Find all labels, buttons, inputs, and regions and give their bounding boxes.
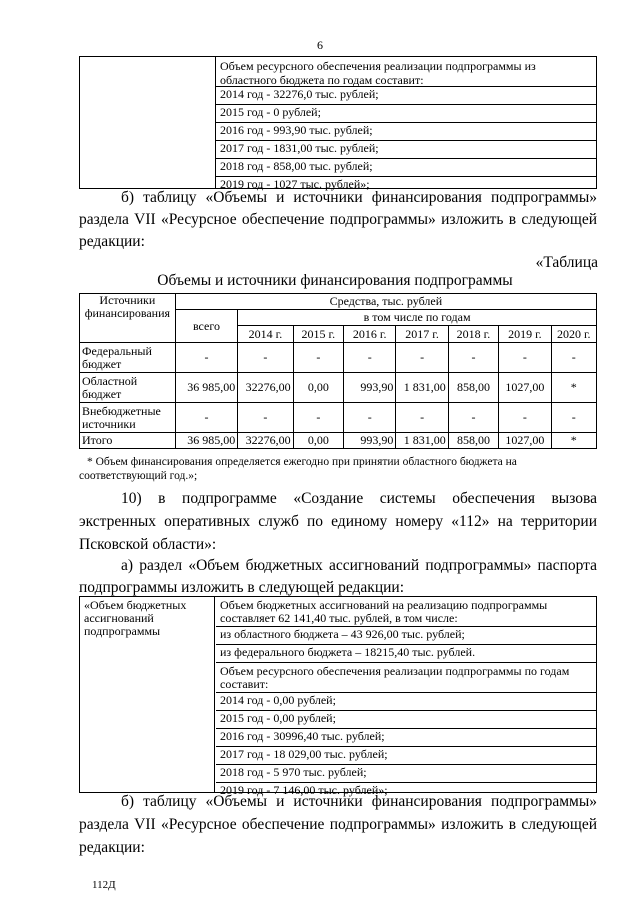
row-value: 32276,00: [238, 373, 293, 403]
row-value: -: [551, 343, 596, 373]
row-value: 858,00: [448, 373, 498, 403]
row-value: 32276,00: [238, 433, 293, 449]
row-value: 0,00: [293, 433, 343, 449]
row-value: 858,00: [448, 433, 498, 449]
top-box-row: 2015 год - 0 рублей;: [216, 105, 596, 123]
year-header: 2014 г.: [238, 326, 293, 343]
source-header: Источники финансирования: [80, 294, 176, 343]
top-box-row: Объем ресурсного обеспечения реализации подпрограммы из областного бюджета по годам составит:: [216, 57, 596, 87]
budget-box-row: из федерального бюджета – 18215,40 тыс. рублей.: [216, 645, 596, 663]
top-box-row: 2017 год - 1831,00 тыс. рублей;: [216, 141, 596, 159]
row-source-name: Федеральный бюджет: [80, 343, 176, 373]
row-value: 1027,00: [499, 373, 551, 403]
row-total: -: [175, 343, 237, 373]
top-box-right-cell: [216, 57, 596, 191]
year-header: 2015 г.: [293, 326, 343, 343]
row-value: -: [344, 343, 396, 373]
row-value: -: [396, 403, 448, 433]
budget-box-row: Объем ресурсного обеспечения реализации подпрограммы по годам составит:: [216, 663, 596, 693]
top-box-row: 2019 год - 1027 тыс. рублей»;: [220, 177, 370, 191]
paragraph-b-table: б) таблицу «Объемы и источники финансирования подпрограммы» раздела VII «Ресурсное обеспечение подпрограммы» изложить в следующей редакции:: [79, 189, 597, 250]
budget-box-row: 2017 год - 18 029,00 тыс. рублей;: [216, 747, 596, 765]
row-value: -: [293, 343, 343, 373]
row-value: -: [499, 343, 551, 373]
row-value: -: [238, 403, 293, 433]
paragraph-a: а) раздел «Объем бюджетных ассигнований подпрограммы» паспорта подпрограммы изложить в следующей редакции:: [79, 557, 597, 596]
row-value: -: [499, 403, 551, 433]
row-value: -: [448, 343, 498, 373]
budget-box-row: 2019 год - 7 146,00 тыс. рублей»;: [220, 783, 388, 797]
row-total: 36 985,00: [175, 373, 237, 403]
row-source-name: Внебюджетные источники: [80, 403, 176, 433]
row-value: -: [448, 403, 498, 433]
budget-box-left-cell: «Объем бюджетных ассигнований подпрограммы: [80, 597, 215, 792]
top-box-left-cell: [80, 57, 216, 188]
row-total: 36 985,00: [175, 433, 237, 449]
row-value: 0,00: [293, 373, 343, 403]
row-value: 1 831,00: [396, 433, 448, 449]
budget-box-row: 2015 год - 0,00 рублей;: [216, 711, 596, 729]
row-value: 993,90: [344, 373, 396, 403]
table-row: [80, 403, 597, 433]
table-row: [80, 343, 597, 373]
row-value: -: [396, 343, 448, 373]
row-value: 1 831,00: [396, 373, 448, 403]
top-funding-box: [79, 56, 597, 189]
budget-box-row: 2016 год - 30996,40 тыс. рублей;: [216, 729, 596, 747]
row-value: *: [551, 373, 596, 403]
funds-header: Средства, тыс. рублей: [175, 294, 596, 310]
row-source-name: Областной бюджет: [80, 373, 176, 403]
budget-box-right-cell: [216, 597, 596, 797]
table-footnote: * Объем финансирования определяется ежегодно при принятии областного бюджета на соответствующий год.»;: [79, 456, 517, 482]
financing-table: [79, 293, 597, 449]
year-header: 2020 г.: [551, 326, 596, 343]
row-source-name: Итого: [80, 433, 176, 449]
row-value: -: [344, 403, 396, 433]
row-value: 993,90: [344, 433, 396, 449]
row-value: 1027,00: [499, 433, 551, 449]
year-header: 2016 г.: [344, 326, 396, 343]
row-value: -: [551, 403, 596, 433]
page-number: 6: [317, 38, 323, 52]
table-label: «Таблица: [535, 254, 598, 271]
budget-box-row: 2018 год - 5 970 тыс. рублей;: [216, 765, 596, 783]
table-row: [80, 373, 597, 403]
row-value: *: [551, 433, 596, 449]
budget-box-row: Объем бюджетных ассигнований на реализацию подпрограммы составляет 62 141,40 тыс. рублей, в том числе:: [216, 597, 596, 627]
years-group-header: в том числе по годам: [238, 310, 597, 326]
budget-box: [79, 596, 597, 797]
year-header: 2019 г.: [499, 326, 551, 343]
total-header: всего: [175, 310, 237, 343]
row-value: -: [293, 403, 343, 433]
budget-box-row: из областного бюджета – 43 926,00 тыс. рублей;: [216, 627, 596, 645]
table-title: Объемы и источники финансирования подпрограммы: [157, 272, 513, 289]
paragraph-b-table-2: б) таблицу «Объемы и источники финансирования подпрограммы» раздела VII «Ресурсное обеспечение подпрограммы» изложить в следующей редакции:: [79, 793, 597, 856]
year-header: 2018 г.: [448, 326, 498, 343]
top-box-row: 2016 год - 993,90 тыс. рублей;: [216, 123, 596, 141]
paragraph-10: 10) в подпрограмме «Создание системы обеспечения вызова экстренных оперативных служб по единому номеру «112» на территории Псковской области»:: [79, 490, 597, 553]
top-box-row: 2018 год - 858,00 тыс. рублей;: [216, 159, 596, 177]
budget-box-row: 2014 год - 0,00 рублей;: [216, 693, 596, 711]
year-header: 2017 г.: [396, 326, 448, 343]
top-box-row: 2014 год - 32276,0 тыс. рублей;: [216, 87, 596, 105]
row-value: -: [238, 343, 293, 373]
footer-code: 112Д: [92, 879, 116, 891]
table-row: [80, 433, 597, 449]
row-total: -: [175, 403, 237, 433]
